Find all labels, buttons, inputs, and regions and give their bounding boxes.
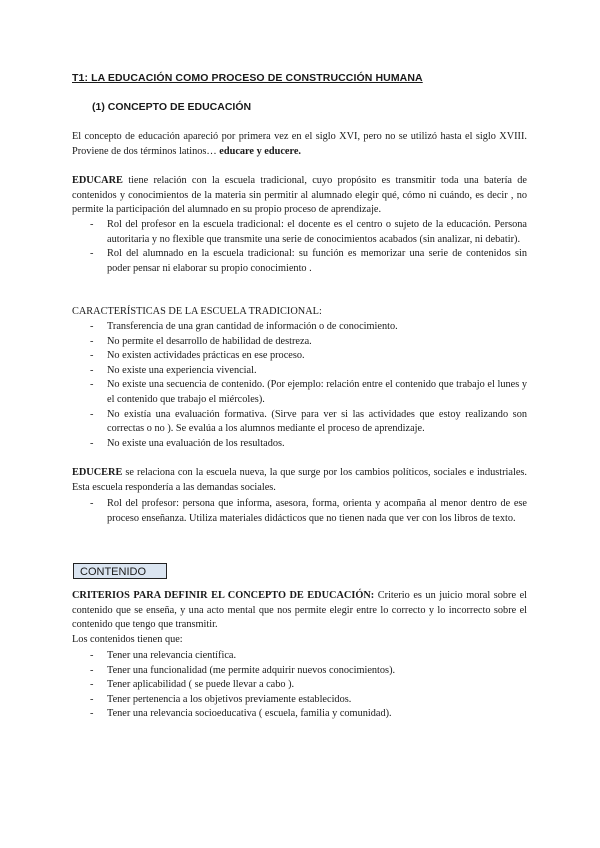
list-item: - Tener una relevancia científica. <box>72 649 527 664</box>
dash-marker: - <box>90 219 94 230</box>
educare-term: EDUCARE <box>72 175 123 186</box>
list-item: - No existe una evaluación de los resultados. <box>72 437 527 452</box>
list-item: - Tener una funcionalidad (me permite adquirir nuevos conocimientos). <box>72 664 527 679</box>
caracteristicas-list <box>72 320 527 451</box>
criterios-heading: CRITERIOS PARA DEFINIR EL CONCEPTO DE EDUCACIÓN: <box>72 590 375 601</box>
dash-marker: - <box>90 708 94 720</box>
dash-marker: - <box>90 379 94 391</box>
list-item: - No existe una secuencia de contenido. (Por ejemplo: relación entre el contenido que trabajo el lunes y el contenido que trabajo el miércoles). <box>90 379 527 405</box>
dash-marker: - <box>90 679 94 691</box>
intro-text: El concepto de educación apareció por primera vez en el siglo XVI, pero no se utilizó hasta el siglo XVIII. Proviene de dos términos latinos… <box>72 131 527 157</box>
dash-marker: - <box>90 321 94 332</box>
list-item: - Rol del alumnado en la escuela tradicional: su función es memorizar una serie de contenidos sin poder pensar ni elaborar su propio conocimiento . <box>90 248 527 274</box>
list-item: - No existía una evaluación formativa. (Sirve para ver si las actividades que estoy realizando son correctas o no ). Se evalúa a los alumnos mediante el proceso de aprendizaje. <box>90 408 527 435</box>
dash-marker: - <box>90 364 94 376</box>
contenido-section-label: CONTENIDO <box>73 563 167 579</box>
dash-marker: - <box>90 664 94 676</box>
educere-list <box>72 497 527 526</box>
educere-term: EDUCERE <box>72 467 123 478</box>
contenidos-lead: Los contenidos tienen que: <box>72 634 183 645</box>
dash-marker: - <box>90 335 94 347</box>
criterios-text: Criterio es un juicio moral sobre el contenido que se enseña, y una acto mental que nos permite elegir entre lo correcto y lo incorrecto sobre el contenido que tengo que transmitir. <box>72 590 528 631</box>
dash-marker: - <box>90 498 94 509</box>
list-item: - Rol del profesor: persona que informa, asesora, forma, orienta y acompaña al menor dentro de ese proceso enseñanza. Utiliza materiales didácticos que no tienen nada que ver con los libros de texto. <box>90 498 527 524</box>
dash-marker: - <box>90 693 94 705</box>
list-item: - No permite el desarrollo de habilidad de destreza. <box>72 335 527 350</box>
dash-marker: - <box>90 650 94 661</box>
dash-marker: - <box>90 408 94 420</box>
list-item: - Tener aplicabilidad ( se puede llevar a cabo ). <box>72 678 527 693</box>
list-item: - No existen actividades prácticas en ese proceso. <box>72 349 527 364</box>
caracteristicas-heading: CARACTERÍSTICAS DE LA ESCUELA TRADICIONAL: <box>72 306 322 317</box>
list-item: - Tener pertenencia a los objetivos previamente establecidos. <box>72 693 527 708</box>
educare-list <box>72 218 527 276</box>
dash-marker: - <box>90 248 94 260</box>
list-item: - No existe una experiencia vivencial. <box>72 364 527 379</box>
section-subtitle: (1) CONCEPTO DE EDUCACIÓN <box>92 101 252 113</box>
educere-text: se relaciona con la escuela nueva, la que surge por los cambios políticos, sociales e industriales. Esta escuela respondería a las demandas sociales. <box>72 467 527 493</box>
educare-text: tiene relación con la escuela tradicional, cuyo propósito es transmitir toda una batería de contenidos y conocimientos de la materia sin permitir al alumnado elegir qué, cómo ni cuándo, es decir , no permite la participación del alumnado en su propio proceso de aprendizaje. <box>72 175 527 216</box>
dash-marker: - <box>90 350 94 362</box>
educare-paragraph <box>72 174 527 218</box>
list-item: - Transferencia de una gran cantidad de información o de conocimiento. <box>72 320 527 335</box>
intro-bold-terms: educare y educere. <box>219 145 301 157</box>
criterios-paragraph <box>72 589 527 633</box>
criterios-list <box>72 649 527 722</box>
page-title: T1: LA EDUCACIÓN COMO PROCESO DE CONSTRUCCIÓN HUMANA <box>72 72 423 84</box>
list-item: - Rol del profesor en la escuela tradicional: el docente es el centro o sujeto de la educación. Persona autoritaria y no flexible que transmite una serie de conocimientos acabados (sin analizar, ni debatir). <box>90 219 527 245</box>
list-item: - Tener una relevancia socioeducativa ( escuela, familia y comunidad). <box>72 707 527 722</box>
intro-paragraph <box>72 130 527 159</box>
dash-marker: - <box>90 437 94 449</box>
educere-paragraph <box>72 466 527 495</box>
